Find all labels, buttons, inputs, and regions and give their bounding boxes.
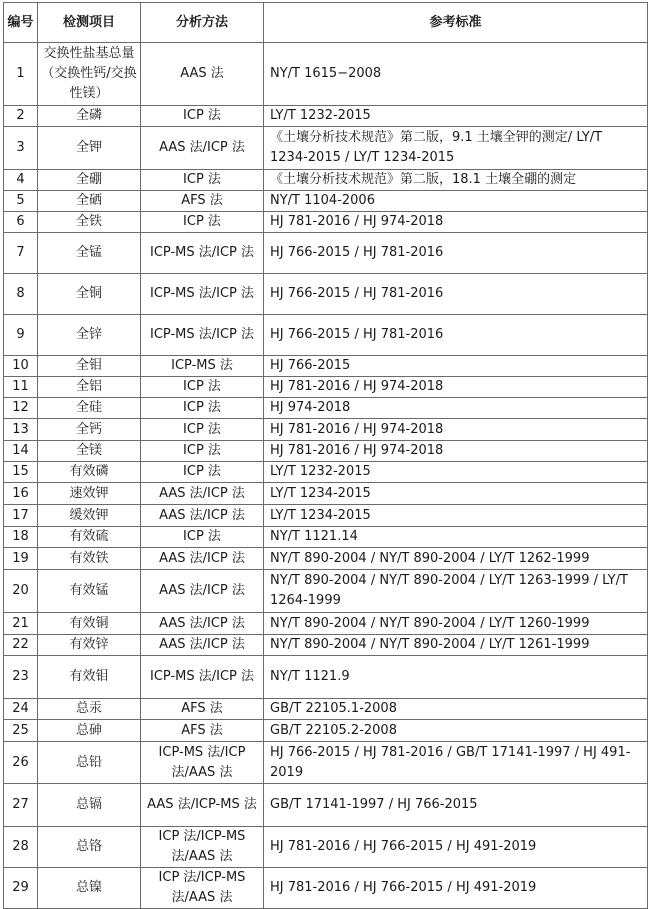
table-row bbox=[4, 43, 648, 106]
table-row bbox=[4, 720, 648, 742]
cell-method: AFS 法 bbox=[141, 191, 264, 212]
cell-no: 19 bbox=[4, 548, 38, 570]
cell-method: AAS 法/ICP-MS 法 bbox=[141, 784, 264, 827]
cell-no: 12 bbox=[4, 398, 38, 419]
cell-method: ICP 法/ICP-MS 法/AAS 法 bbox=[141, 827, 264, 868]
table-header-row bbox=[4, 3, 648, 43]
cell-no: 3 bbox=[4, 127, 38, 170]
cell-method: AFS 法 bbox=[141, 720, 264, 742]
table-row bbox=[4, 483, 648, 505]
cell-item: 有效铁 bbox=[38, 548, 141, 570]
cell-standard: GB/T 22105.2-2008 bbox=[264, 720, 648, 742]
cell-method: AAS 法/ICP 法 bbox=[141, 548, 264, 570]
cell-item: 有效硫 bbox=[38, 527, 141, 548]
cell-method: ICP 法 bbox=[141, 462, 264, 483]
cell-method: AAS 法/ICP 法 bbox=[141, 570, 264, 613]
cell-method: ICP 法 bbox=[141, 441, 264, 462]
cell-no: 14 bbox=[4, 441, 38, 462]
cell-no: 26 bbox=[4, 742, 38, 784]
cell-item: 全铝 bbox=[38, 377, 141, 398]
cell-standard: HJ 974-2018 bbox=[264, 398, 648, 419]
cell-no: 9 bbox=[4, 315, 38, 356]
cell-standard: HJ 766-2015 / HJ 781-2016 bbox=[264, 274, 648, 315]
cell-standard: 《土壤分析技术规范》第二版，18.1 土壤全硼的测定 bbox=[264, 170, 648, 191]
standards-table bbox=[3, 2, 648, 909]
cell-standard: HJ 766-2015 / HJ 781-2016 / GB/T 17141-1997 / HJ 491-2019 bbox=[264, 742, 648, 784]
header-item: 检测项目 bbox=[38, 3, 141, 43]
cell-standard: HJ 781-2016 / HJ 974-2018 bbox=[264, 212, 648, 233]
cell-method: ICP-MS 法/ICP 法 bbox=[141, 233, 264, 274]
table-row bbox=[4, 527, 648, 548]
cell-no: 20 bbox=[4, 570, 38, 613]
cell-method: AAS 法/ICP 法 bbox=[141, 127, 264, 170]
cell-no: 21 bbox=[4, 613, 38, 635]
cell-method: ICP 法 bbox=[141, 106, 264, 127]
cell-standard: NY/T 890-2004 / NY/T 890-2004 / LY/T 1263-1999 / LY/T 1264-1999 bbox=[264, 570, 648, 613]
cell-method: ICP 法 bbox=[141, 377, 264, 398]
cell-standard: NY/T 890-2004 / NY/T 890-2004 / LY/T 1260-1999 bbox=[264, 613, 648, 635]
table-row bbox=[4, 462, 648, 483]
table-row bbox=[4, 784, 648, 827]
cell-no: 24 bbox=[4, 699, 38, 720]
table-row bbox=[4, 233, 648, 274]
cell-method: ICP-MS 法/ICP 法 bbox=[141, 656, 264, 699]
cell-item: 速效钾 bbox=[38, 483, 141, 505]
cell-standard: HJ 781-2016 / HJ 766-2015 / HJ 491-2019 bbox=[264, 868, 648, 909]
cell-standard: NY/T 1104-2006 bbox=[264, 191, 648, 212]
cell-no: 5 bbox=[4, 191, 38, 212]
cell-method: ICP 法 bbox=[141, 398, 264, 419]
cell-method: ICP-MS 法/ICP 法 bbox=[141, 315, 264, 356]
cell-standard: HJ 781-2016 / HJ 974-2018 bbox=[264, 419, 648, 441]
cell-method: ICP-MS 法/ICP 法/AAS 法 bbox=[141, 742, 264, 784]
cell-no: 17 bbox=[4, 505, 38, 527]
table-body bbox=[4, 43, 648, 909]
cell-no: 16 bbox=[4, 483, 38, 505]
cell-standard: LY/T 1232-2015 bbox=[264, 106, 648, 127]
table-row bbox=[4, 699, 648, 720]
cell-item: 有效钼 bbox=[38, 656, 141, 699]
table-row bbox=[4, 419, 648, 441]
cell-item: 总砷 bbox=[38, 720, 141, 742]
cell-method: ICP-MS 法/ICP 法 bbox=[141, 274, 264, 315]
cell-item: 全镁 bbox=[38, 441, 141, 462]
header-no: 编号 bbox=[4, 3, 38, 43]
table-row bbox=[4, 170, 648, 191]
table-row bbox=[4, 868, 648, 909]
table-row bbox=[4, 505, 648, 527]
cell-method: ICP 法 bbox=[141, 212, 264, 233]
cell-method: AAS 法/ICP 法 bbox=[141, 635, 264, 656]
cell-item: 全锰 bbox=[38, 233, 141, 274]
cell-standard: HJ 766-2015 / HJ 781-2016 bbox=[264, 315, 648, 356]
cell-standard: GB/T 17141-1997 / HJ 766-2015 bbox=[264, 784, 648, 827]
cell-item: 全钙 bbox=[38, 419, 141, 441]
cell-no: 11 bbox=[4, 377, 38, 398]
cell-item: 全硅 bbox=[38, 398, 141, 419]
cell-standard: HJ 781-2016 / HJ 974-2018 bbox=[264, 441, 648, 462]
cell-item: 全铁 bbox=[38, 212, 141, 233]
cell-standard: NY/T 1615−2008 bbox=[264, 43, 648, 106]
cell-standard: NY/T 1121.9 bbox=[264, 656, 648, 699]
table-row bbox=[4, 191, 648, 212]
cell-item: 总汞 bbox=[38, 699, 141, 720]
cell-no: 18 bbox=[4, 527, 38, 548]
cell-standard: LY/T 1234-2015 bbox=[264, 505, 648, 527]
table-row bbox=[4, 613, 648, 635]
cell-item: 有效磷 bbox=[38, 462, 141, 483]
cell-method: ICP 法 bbox=[141, 170, 264, 191]
cell-no: 27 bbox=[4, 784, 38, 827]
cell-item: 全磷 bbox=[38, 106, 141, 127]
cell-no: 2 bbox=[4, 106, 38, 127]
cell-method: AAS 法/ICP 法 bbox=[141, 483, 264, 505]
cell-item: 总铬 bbox=[38, 827, 141, 868]
cell-item: 总镍 bbox=[38, 868, 141, 909]
cell-no: 23 bbox=[4, 656, 38, 699]
cell-no: 7 bbox=[4, 233, 38, 274]
cell-method: ICP 法/ICP-MS 法/AAS 法 bbox=[141, 868, 264, 909]
header-standard: 参考标准 bbox=[264, 3, 648, 43]
cell-item: 缓效钾 bbox=[38, 505, 141, 527]
cell-no: 28 bbox=[4, 827, 38, 868]
cell-method: ICP 法 bbox=[141, 527, 264, 548]
cell-item: 总镉 bbox=[38, 784, 141, 827]
cell-no: 8 bbox=[4, 274, 38, 315]
cell-item: 全钼 bbox=[38, 356, 141, 377]
cell-item: 全硼 bbox=[38, 170, 141, 191]
cell-standard: HJ 766-2015 / HJ 781-2016 bbox=[264, 233, 648, 274]
cell-standard: LY/T 1234-2015 bbox=[264, 483, 648, 505]
header-method: 分析方法 bbox=[141, 3, 264, 43]
cell-no: 29 bbox=[4, 868, 38, 909]
cell-method: AFS 法 bbox=[141, 699, 264, 720]
cell-method: AAS 法/ICP 法 bbox=[141, 505, 264, 527]
cell-standard: GB/T 22105.1-2008 bbox=[264, 699, 648, 720]
cell-method: ICP 法 bbox=[141, 419, 264, 441]
cell-item: 有效铜 bbox=[38, 613, 141, 635]
table-row bbox=[4, 356, 648, 377]
table-row bbox=[4, 827, 648, 868]
cell-item: 全硒 bbox=[38, 191, 141, 212]
table-row bbox=[4, 548, 648, 570]
cell-no: 25 bbox=[4, 720, 38, 742]
cell-item: 全锌 bbox=[38, 315, 141, 356]
cell-standard: HJ 766-2015 bbox=[264, 356, 648, 377]
cell-no: 6 bbox=[4, 212, 38, 233]
table-row bbox=[4, 274, 648, 315]
table-row bbox=[4, 742, 648, 784]
cell-no: 22 bbox=[4, 635, 38, 656]
cell-item: 交换性盐基总量（交换性钙/交换性镁） bbox=[38, 43, 141, 106]
cell-no: 4 bbox=[4, 170, 38, 191]
cell-item: 有效锌 bbox=[38, 635, 141, 656]
cell-standard: HJ 781-2016 / HJ 974-2018 bbox=[264, 377, 648, 398]
cell-standard: NY/T 890-2004 / NY/T 890-2004 / LY/T 1261-1999 bbox=[264, 635, 648, 656]
cell-standard: NY/T 1121.14 bbox=[264, 527, 648, 548]
table-row bbox=[4, 398, 648, 419]
table-row bbox=[4, 212, 648, 233]
cell-item: 有效锰 bbox=[38, 570, 141, 613]
cell-method: AAS 法/ICP 法 bbox=[141, 613, 264, 635]
cell-standard: HJ 781-2016 / HJ 766-2015 / HJ 491-2019 bbox=[264, 827, 648, 868]
cell-standard: LY/T 1232-2015 bbox=[264, 462, 648, 483]
table-row bbox=[4, 127, 648, 170]
table-row bbox=[4, 441, 648, 462]
cell-method: ICP-MS 法 bbox=[141, 356, 264, 377]
table-row bbox=[4, 377, 648, 398]
cell-no: 15 bbox=[4, 462, 38, 483]
cell-no: 13 bbox=[4, 419, 38, 441]
table-row bbox=[4, 635, 648, 656]
cell-no: 10 bbox=[4, 356, 38, 377]
cell-standard: 《土壤分析技术规范》第二版，9.1 土壤全钾的测定/ LY/T 1234-2015 / LY/T 1234-2015 bbox=[264, 127, 648, 170]
cell-item: 全钾 bbox=[38, 127, 141, 170]
table-row bbox=[4, 315, 648, 356]
cell-item: 总铅 bbox=[38, 742, 141, 784]
cell-method: AAS 法 bbox=[141, 43, 264, 106]
cell-item: 全铜 bbox=[38, 274, 141, 315]
table-row bbox=[4, 570, 648, 613]
cell-no: 1 bbox=[4, 43, 38, 106]
cell-standard: NY/T 890-2004 / NY/T 890-2004 / LY/T 1262-1999 bbox=[264, 548, 648, 570]
table-row bbox=[4, 106, 648, 127]
table-row bbox=[4, 656, 648, 699]
